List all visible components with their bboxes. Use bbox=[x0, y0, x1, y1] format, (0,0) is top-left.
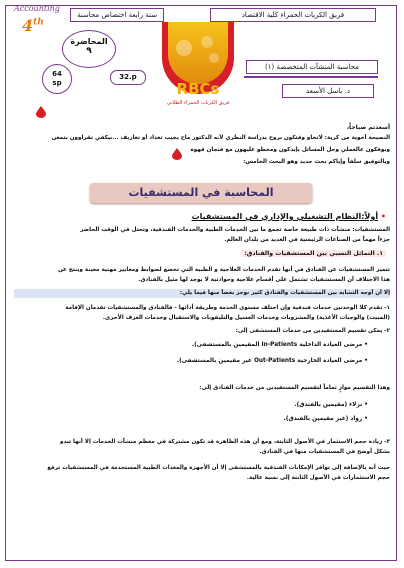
list-item bbox=[284, 416, 368, 422]
list-item bbox=[294, 402, 368, 408]
course-box: محاسبة المنشآت المتخصصة (١) bbox=[246, 60, 378, 74]
level-suffix: th bbox=[33, 17, 44, 28]
item2-line: ٢- يمكن تقسيم المستفيدين من خدمات المستشفى إلى: bbox=[235, 328, 390, 334]
level-number: 4 bbox=[22, 16, 34, 35]
bullet-icon: • bbox=[364, 402, 368, 408]
list-item-text: مرضى العيادة الداخلية In-Patients المقيمين بالمستشفى). bbox=[191, 342, 363, 348]
item3-line-2: بشكل أوضح في المستشفيات منها في الفنادق. bbox=[259, 449, 390, 455]
section1-para-1: المستشفيات: منشآت ذات طبيعة خاصة تجمع ما بين الخدمات الطبية والخدمات الفندقية، وتحتل في الوقت الحاضر bbox=[80, 227, 390, 233]
item2-continuation: وهذا التقسيم موازٍ تماماً لتقسيم المستفيدين من خدمات الفنادق إلى: bbox=[199, 385, 390, 391]
bullet-icon: • bbox=[364, 342, 368, 348]
course-underline bbox=[244, 76, 378, 78]
item1-line-1: ١- تقدم كلا الوحدتين خدمات فندقية وإن اختلف مستوى الخدمة وطريقة أدائها - فالفنادق والمستشفيات تقدمان الإقامة bbox=[65, 305, 390, 311]
rbcs-logo bbox=[152, 18, 244, 116]
logo-subtitle: فريق الكريات الحمراء الطلابي bbox=[166, 100, 230, 106]
item3-line-3: حيث أنه بالإضافة إلى توافر الإمكانات الفندقية بالمستشفى إلا أن الأجهزة والمعدات الطبية المستخدمة في المستشفيات ترفع bbox=[47, 465, 390, 471]
section2-title bbox=[241, 250, 386, 257]
bullet-icon: • bbox=[364, 416, 368, 422]
item3-line-1: ٣- زيادة حجم الاستثمار في الأصول الثابتة، ومع أن هذه الظاهرة قد تكون مشتركة في معظم منشآت الخدمات إلا أنها تبدو bbox=[59, 439, 390, 445]
section2-highlight: إلا أن أوجه التشابه بين المستشفيات والفنادق كثير نوجز بعضاً منها فيما يلي: bbox=[14, 289, 390, 298]
instructor-box: د. باسل الأسعد bbox=[282, 84, 374, 98]
pages-count: 64 bbox=[52, 70, 62, 78]
section2-para-2: هذا الاختلاف أن المستشفيات تشتمل على أقسام علاجية وحوادثية لا يوجد لها مثيل بالفنادق. bbox=[138, 277, 390, 283]
price-pill: 32.p bbox=[110, 70, 146, 85]
logo-title: RBCs bbox=[176, 80, 220, 98]
item3-line-4: حجم الاستثمارات في الأصول الثابتة إلى نسبة عالية. bbox=[246, 475, 390, 481]
pages-unit: sp bbox=[52, 79, 62, 87]
section2-title-text: ١. التماثل النسبي بين المستشفيات والفنادق: bbox=[244, 250, 383, 257]
greeting: أسعدتم صباحاً، bbox=[346, 124, 390, 131]
intro-line-1: النصيحة أخوية من كرية: لاتخاو وفتكون بروح بدراسة النظري لأنه الدكتور ماح يجيب تعداد أو تعاريف ...بيكفي تقراوون بتمعن bbox=[51, 135, 390, 141]
lecture-circle bbox=[62, 30, 116, 68]
list-item-text: نزلاء (مقيمين بالفندق). bbox=[294, 402, 363, 408]
section-banner: المحاسبة في المستشفيات bbox=[90, 183, 312, 203]
item1-line-2: (المبيت) والوجبات الأغذية) والمشروبات وخدمات الغسيل والتليفونات والاستقبال وخدمات الغرف الأخرى. bbox=[102, 315, 390, 321]
section2-para-1: تتميز المستشفيات عن الفنادق في أنها تقدم الخدمات العلاجية و الطبية التي تخضع لضوابط ومعايير مهنية معينة وينتج عن bbox=[58, 267, 390, 273]
section1-title bbox=[192, 212, 386, 221]
year-box: سنة رابعة اختصاص محاسبة bbox=[70, 8, 164, 22]
intro-line-2: وبوفكون عالعملي وحل المسائل بإيدكون ومخطو عليهون مع فنجان قهوة bbox=[190, 147, 390, 153]
accounting-label: Accounting bbox=[14, 4, 60, 13]
list-item-text: مرضى العيادة الخارجية Out-Patients غير مقيمين بالمستشفى). bbox=[176, 358, 363, 364]
list-item-text: رواد (غير مقيمين بالفندق). bbox=[283, 416, 363, 422]
list-item bbox=[192, 342, 368, 348]
bullet-icon: • bbox=[364, 358, 368, 364]
list-item bbox=[177, 358, 368, 364]
level-badge bbox=[22, 16, 44, 35]
lecture-label: المحاضرة bbox=[70, 37, 108, 46]
section1-para-2: جزءاً مهماً من الصناعات الرئيسية في العديد من بلدان العالم. bbox=[224, 237, 390, 243]
lecture-number: ٩ bbox=[86, 46, 92, 56]
drop-icon bbox=[36, 106, 46, 118]
bullet-icon: • bbox=[380, 212, 386, 221]
team-box: فريق الكريات الحمراء كلية الاقتصاد bbox=[210, 8, 376, 22]
intro-line-3: وبالتوفيق سلفاً وإياكم بحث جديد وهو البحث الخامس: bbox=[243, 159, 390, 165]
section1-title-text: أولاً:النظام التشغيلي والإداري في المستشفيات bbox=[191, 212, 379, 221]
pages-circle bbox=[42, 64, 72, 94]
